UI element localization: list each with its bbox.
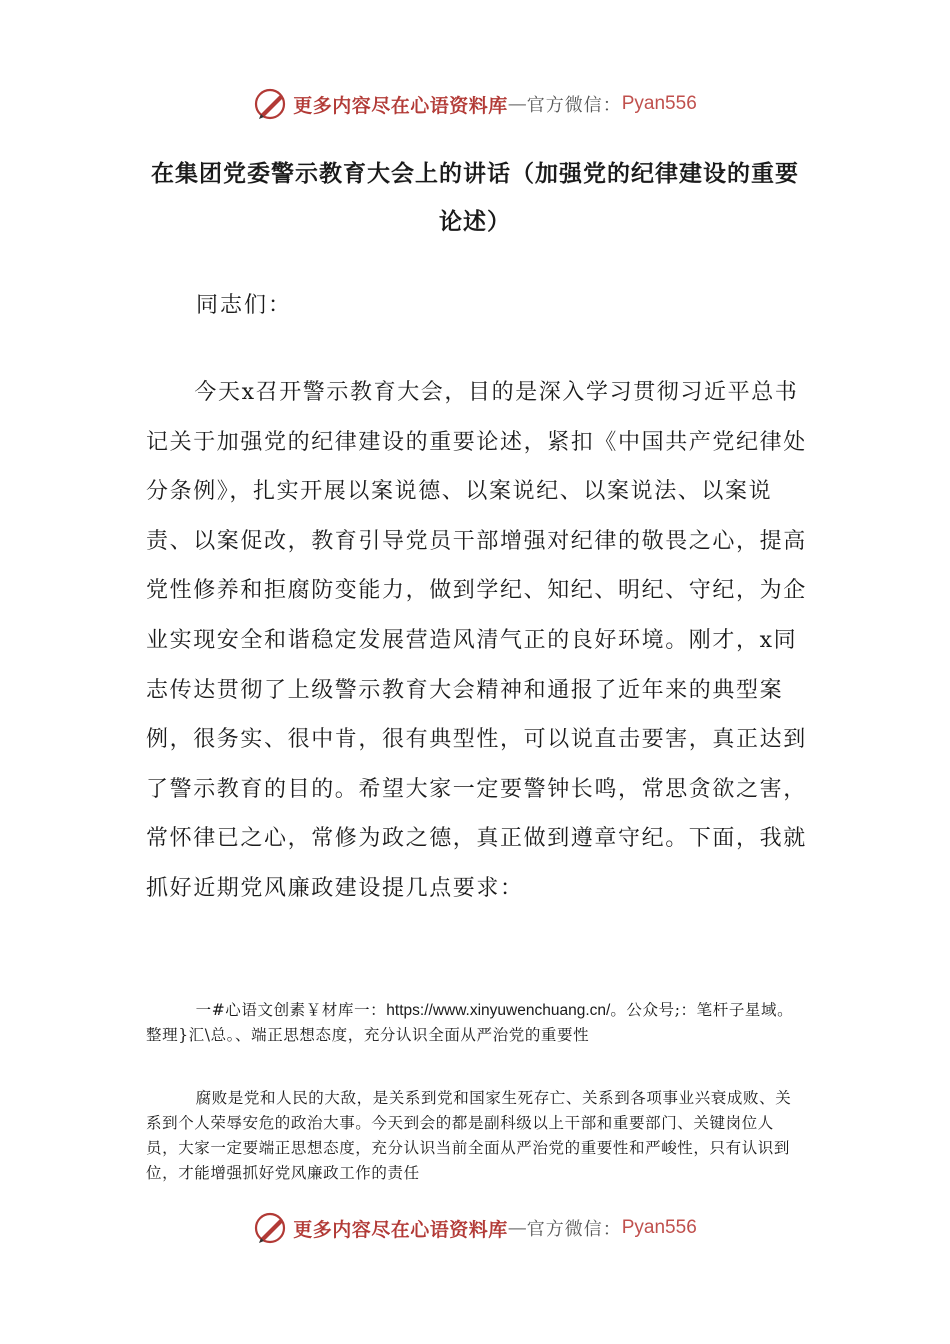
- footer-banner: [0, 1208, 950, 1248]
- opening-paragraph: 今天x召开警示教育大会，目的是深入学习贯彻习近平总书记关于加强党的纪律建设的重要论述，紧扣《中国共产党纪律处分条例》，扎实开展以案说德、以案说纪、以案说法、以案说责、以案促改，教育引导党员干部增强对纪律的敬畏之心，提高党性修养和拒腐防变能力，做到学纪、知纪、明纪、守纪，为企业实现安全和谐稳定发展营造风清气正的良好环境。刚才，x同志传达贯彻了上级警示教育大会精神和通报了近年来的典型案例，很务实、很中肯，很有典型性，可以说直击要害，真正达到了警示教育的目的。希望大家一定要警钟长鸣，常思贪欲之害，常怀律已之心，常修为政之德，真正做到遵章守纪。下面，我就抓好近期党风廉政建设提几点要求：: [146, 380, 807, 901]
- banner-wechat-handle: Pyan556: [621, 93, 697, 114]
- pen-logo-icon: [253, 1210, 289, 1246]
- banner-site-name: 更多内容尽在心语资料库: [293, 94, 508, 117]
- banner-wechat-label: 官方微信：: [526, 1219, 622, 1240]
- banner-separator: —: [507, 1217, 527, 1239]
- header-banner: [0, 84, 950, 124]
- section-heading-suffix: 。公众号;：笔杆子星域。整理}汇\总。、端正思想态度，充分认识全面从严治党的重要性: [146, 1001, 794, 1044]
- section-paragraph: 腐败是党和人民的大敌，是关系到党和国家生死存亡、关系到各项事业兴衰成败、关系到个人荣辱安危的政治大事。今天到会的都是副科级以上干部和重要部门、关键岗位人员，大家一定要端正思想态度，充分认识当前全面从严治党的重要性和严峻性，只有认识到位，才能增强抓好党风廉政工作的责任: [146, 1089, 792, 1182]
- pen-logo-icon: [253, 86, 289, 122]
- banner-wechat-label: 官方微信：: [526, 95, 622, 116]
- document-title: 在集团党委警示教育大会上的讲话（加强党的纪律建设的重要论述）: [151, 161, 799, 235]
- section-heading: [146, 998, 806, 1048]
- banner-separator: —: [507, 93, 527, 115]
- banner-site-name: 更多内容尽在心语资料库: [293, 1218, 508, 1241]
- section-heading-url: https://www.xinyuwenchuang.cn/: [386, 1002, 611, 1019]
- greeting: 同志们：: [196, 293, 293, 318]
- banner-wechat-handle: Pyan556: [621, 1217, 697, 1238]
- section-heading-prefix: 一#心语文创素￥材库一：: [195, 1001, 387, 1019]
